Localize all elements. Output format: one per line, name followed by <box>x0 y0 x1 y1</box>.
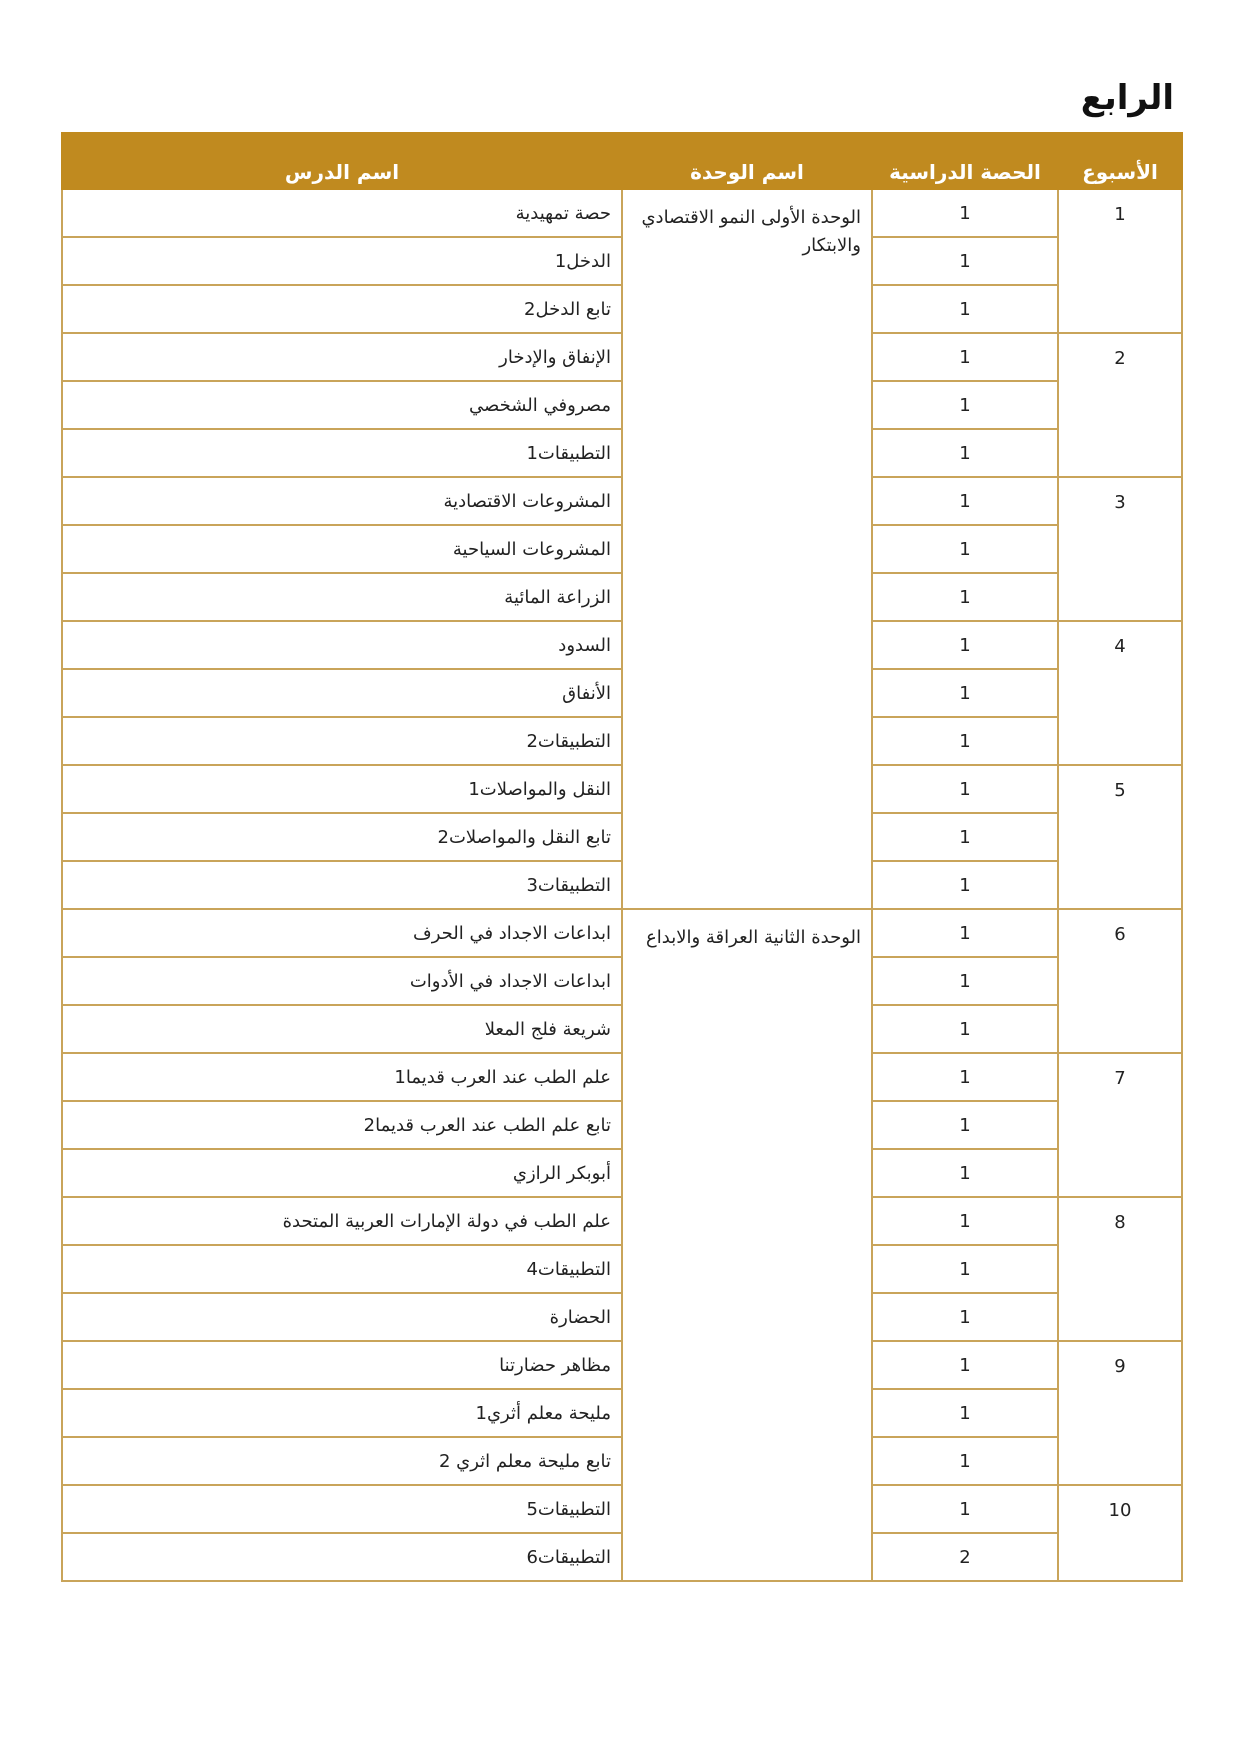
period-cell: 1 <box>872 1101 1058 1149</box>
period-cell: 1 <box>872 1437 1058 1485</box>
period-cell: 1 <box>872 429 1058 477</box>
period-cell: 1 <box>872 813 1058 861</box>
period-cell: 1 <box>872 573 1058 621</box>
period-cell: 1 <box>872 909 1058 957</box>
week-number-cell: 4 <box>1058 621 1182 765</box>
period-cell: 1 <box>872 1197 1058 1245</box>
period-cell: 1 <box>872 1245 1058 1293</box>
period-cell: 1 <box>872 1149 1058 1197</box>
period-cell: 1 <box>872 477 1058 525</box>
period-cell: 1 <box>872 1341 1058 1389</box>
lesson-name-cell: الإنفاق والإدخار <box>62 333 622 381</box>
table-row <box>62 909 1182 957</box>
curriculum-table <box>61 132 1183 1582</box>
period-cell: 1 <box>872 285 1058 333</box>
lesson-name-cell: النقل والمواصلات1 <box>62 765 622 813</box>
lesson-name-cell: علم الطب في دولة الإمارات العربية المتحدة <box>62 1197 622 1245</box>
lesson-name-cell: تابع الدخل2 <box>62 285 622 333</box>
header-lesson: اسم الدرس <box>62 133 622 189</box>
period-cell: 1 <box>872 861 1058 909</box>
lesson-name-cell: حصة تمهيدية <box>62 189 622 237</box>
lesson-name-cell: التطبيقات6 <box>62 1533 622 1581</box>
unit-name-cell: الوحدة الثانية العراقة والابداع <box>622 909 872 1581</box>
unit-name-cell: الوحدة الأولى النمو الاقتصادي والابتكار <box>622 189 872 909</box>
week-number-cell: 7 <box>1058 1053 1182 1197</box>
period-cell: 1 <box>872 669 1058 717</box>
week-number-cell: 3 <box>1058 477 1182 621</box>
week-number-cell: 2 <box>1058 333 1182 477</box>
period-cell: 1 <box>872 1053 1058 1101</box>
lesson-name-cell: التطبيقات5 <box>62 1485 622 1533</box>
lesson-name-cell: أبوبكر الرازي <box>62 1149 622 1197</box>
period-cell: 1 <box>872 957 1058 1005</box>
lesson-name-cell: الزراعة المائية <box>62 573 622 621</box>
table-header-row <box>62 133 1182 189</box>
lesson-name-cell: السدود <box>62 621 622 669</box>
week-number-cell: 5 <box>1058 765 1182 909</box>
period-cell: 1 <box>872 1389 1058 1437</box>
header-period: الحصة الدراسية <box>872 133 1058 189</box>
lesson-name-cell: تابع مليحة معلم اثري 2 <box>62 1437 622 1485</box>
week-number-cell: 9 <box>1058 1341 1182 1485</box>
lesson-name-cell: ابداعات الاجداد في الأدوات <box>62 957 622 1005</box>
lesson-name-cell: ابداعات الاجداد في الحرف <box>62 909 622 957</box>
page-title: الرابع <box>1080 78 1174 118</box>
lesson-name-cell: الحضارة <box>62 1293 622 1341</box>
lesson-name-cell: تابع النقل والمواصلات2 <box>62 813 622 861</box>
lesson-name-cell: مظاهر حضارتنا <box>62 1341 622 1389</box>
period-cell: 1 <box>872 1005 1058 1053</box>
period-cell: 1 <box>872 717 1058 765</box>
lesson-name-cell: المشروعات الاقتصادية <box>62 477 622 525</box>
period-cell: 2 <box>872 1533 1058 1581</box>
period-cell: 1 <box>872 1485 1058 1533</box>
period-cell: 1 <box>872 621 1058 669</box>
header-week: الأسبوع <box>1058 133 1182 189</box>
week-number-cell: 6 <box>1058 909 1182 1053</box>
lesson-name-cell: الدخل1 <box>62 237 622 285</box>
lesson-name-cell: التطبيقات4 <box>62 1245 622 1293</box>
lesson-name-cell: المشروعات السياحية <box>62 525 622 573</box>
period-cell: 1 <box>872 333 1058 381</box>
period-cell: 1 <box>872 1293 1058 1341</box>
table-body <box>62 189 1182 1581</box>
period-cell: 1 <box>872 525 1058 573</box>
lesson-name-cell: التطبيقات1 <box>62 429 622 477</box>
header-unit: اسم الوحدة <box>622 133 872 189</box>
week-number-cell: 8 <box>1058 1197 1182 1341</box>
table-row <box>62 189 1182 237</box>
lesson-name-cell: التطبيقات3 <box>62 861 622 909</box>
lesson-name-cell: علم الطب عند العرب قديما1 <box>62 1053 622 1101</box>
lesson-name-cell: الأنفاق <box>62 669 622 717</box>
lesson-name-cell: مليحة معلم أثري1 <box>62 1389 622 1437</box>
lesson-name-cell: تابع علم الطب عند العرب قديما2 <box>62 1101 622 1149</box>
lesson-name-cell: شريعة فلج المعلا <box>62 1005 622 1053</box>
lesson-name-cell: مصروفي الشخصي <box>62 381 622 429</box>
week-number-cell: 1 <box>1058 189 1182 333</box>
period-cell: 1 <box>872 189 1058 237</box>
lesson-name-cell: التطبيقات2 <box>62 717 622 765</box>
period-cell: 1 <box>872 765 1058 813</box>
period-cell: 1 <box>872 381 1058 429</box>
week-number-cell: 10 <box>1058 1485 1182 1581</box>
period-cell: 1 <box>872 237 1058 285</box>
